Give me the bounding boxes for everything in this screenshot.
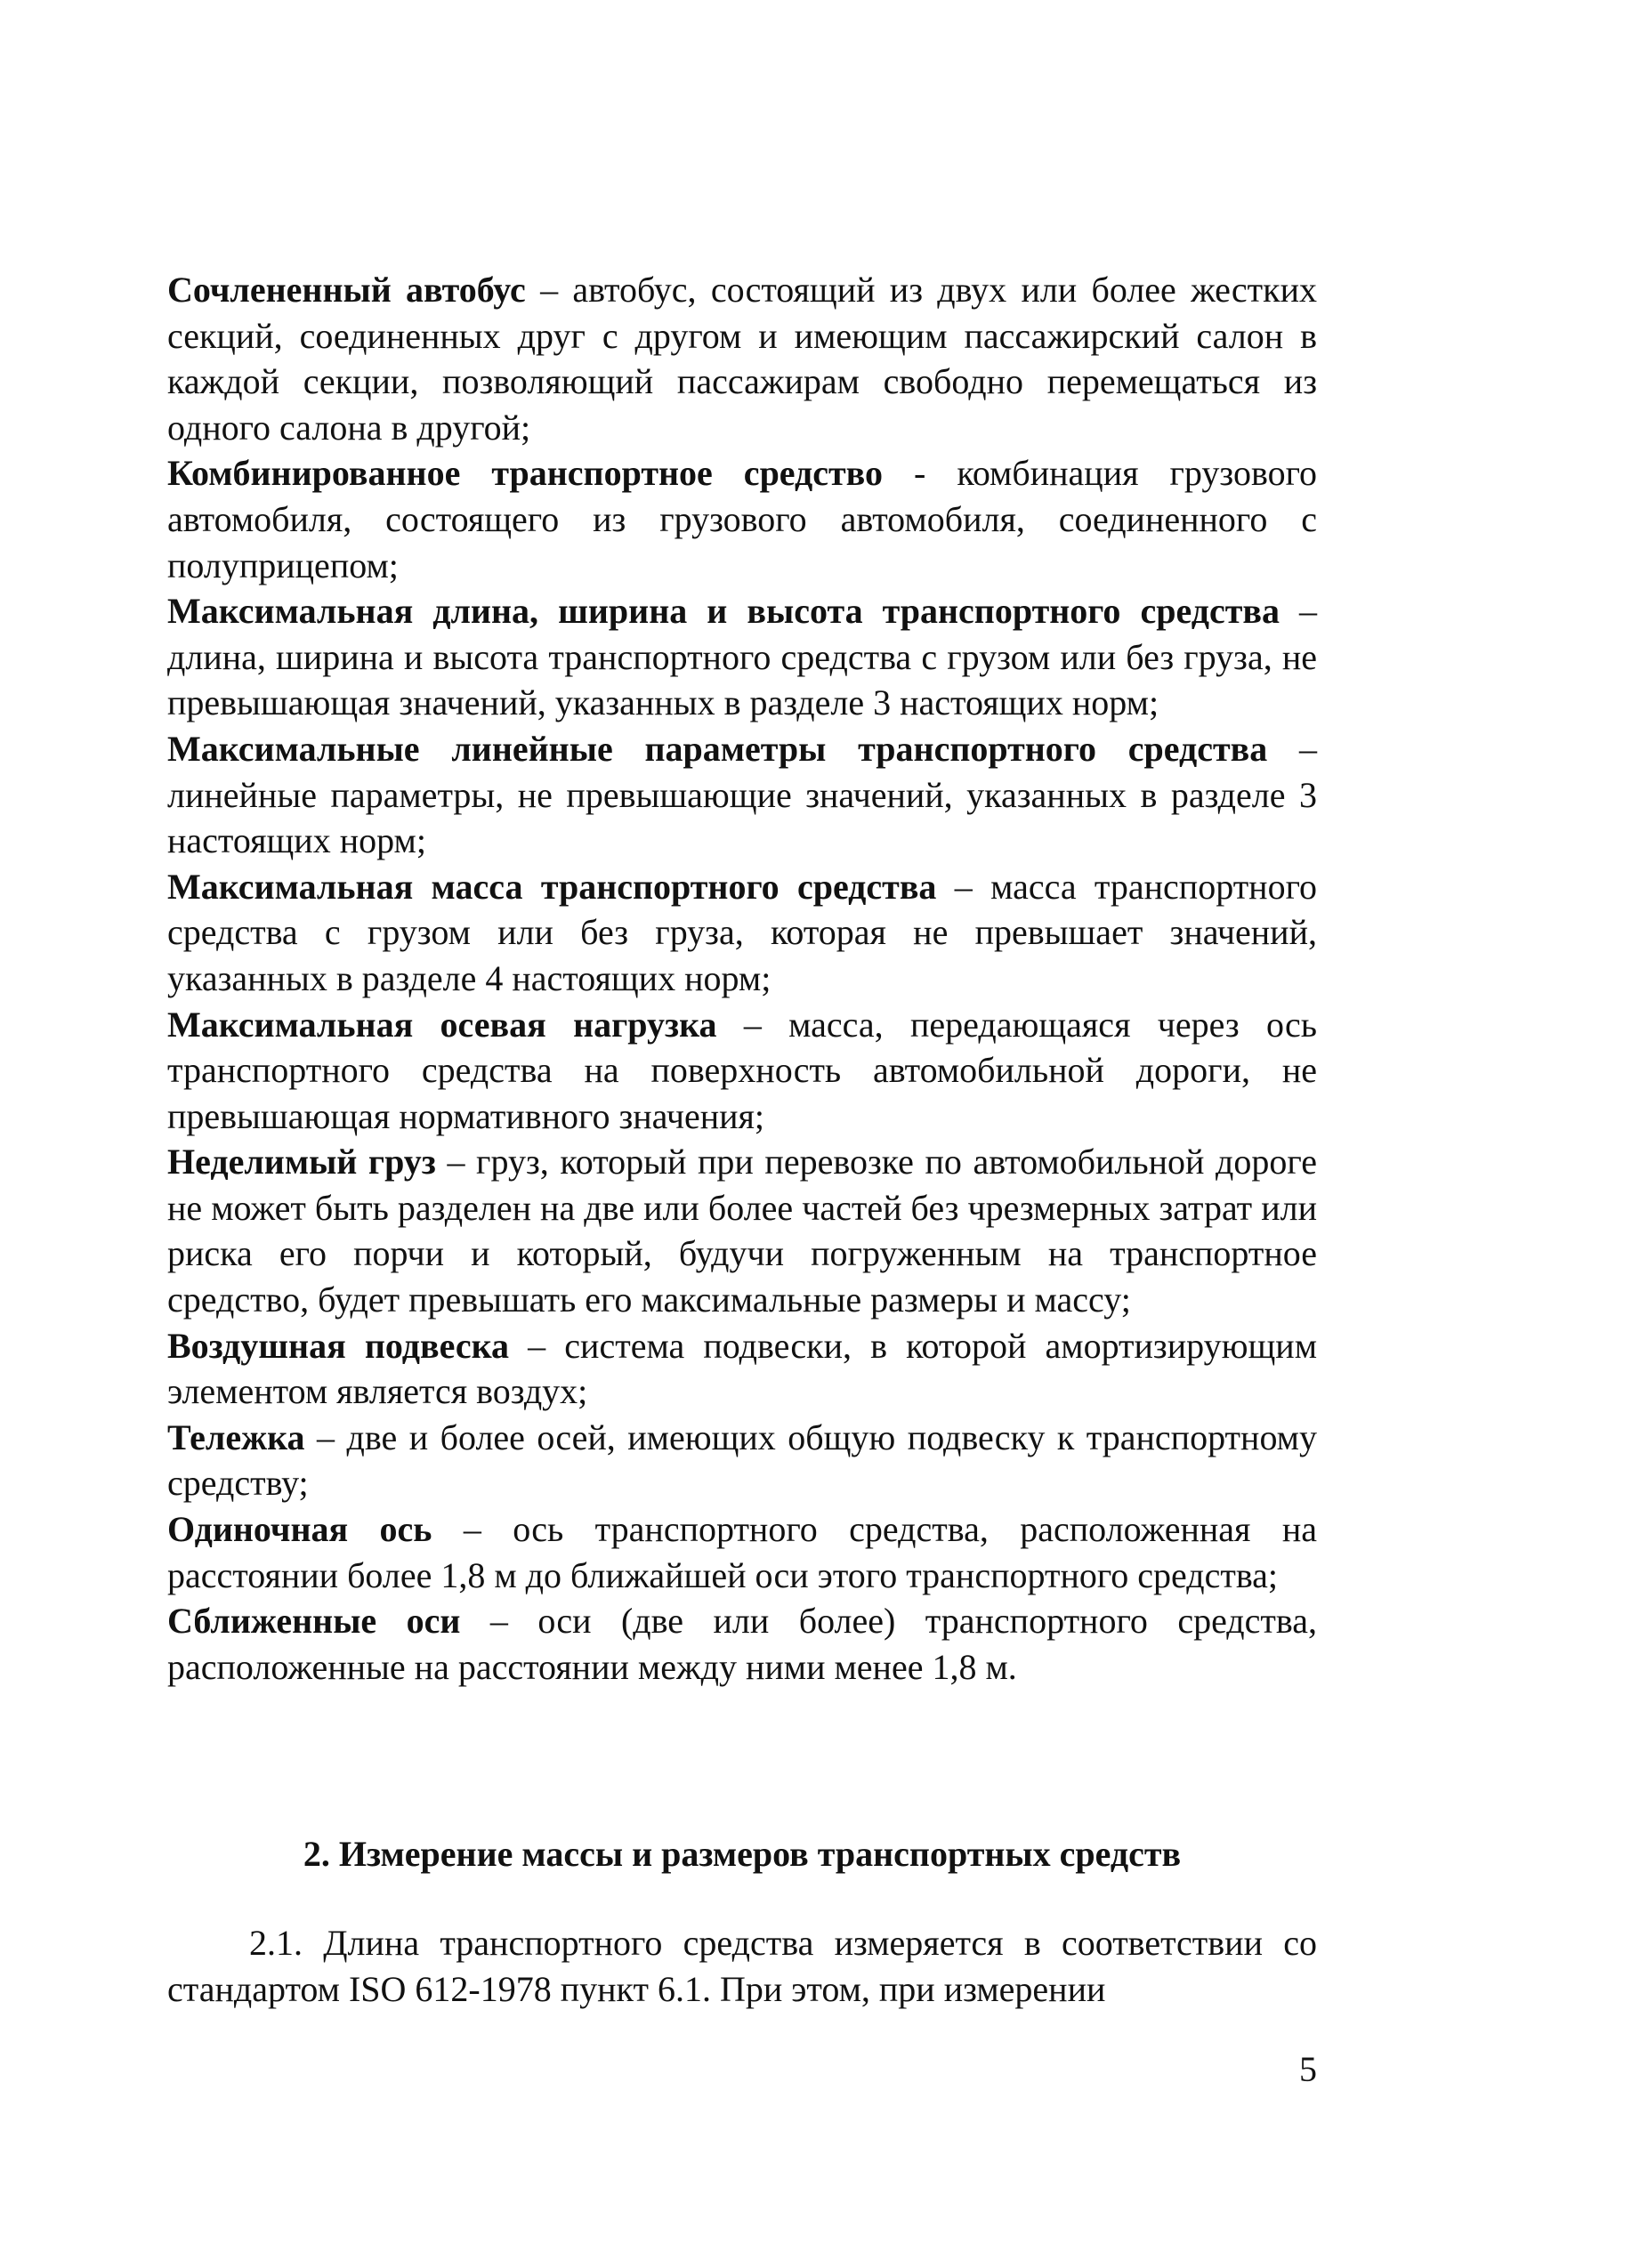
definitions-list xyxy=(167,267,1317,1690)
definition-item xyxy=(167,588,1317,726)
definition-item xyxy=(167,1598,1317,1690)
definition-text: – автобус, состоящий из двух или более жестких секций, соединенных друг с другом и имеющим пассажирский салон в каждой секции, позволяющий пассажирам свободно перемещаться из одного салона в другой; xyxy=(167,270,1317,448)
definition-text: – две и более осей, имеющих общую подвеску к транспортному средству; xyxy=(167,1416,1317,1504)
definition-text: – линейные параметры, не превышающие значений, указанных в разделе 3 настоящих норм; xyxy=(167,728,1317,861)
definition-item xyxy=(167,1323,1317,1415)
definition-term: Максимальная длина, ширина и высота транспортного средства xyxy=(167,591,1280,632)
definition-text: - комбинация грузового автомобиля, состоящего из грузового автомобиля, соединенного с полуприцепом; xyxy=(167,453,1317,585)
definition-term: Максимальная осевая нагрузка xyxy=(167,1004,717,1045)
definition-item xyxy=(167,726,1317,864)
definition-item xyxy=(167,450,1317,588)
definition-term: Неделимый груз xyxy=(167,1142,436,1182)
definition-item xyxy=(167,267,1317,450)
definition-text: – масса транспортного средства с грузом или без груза, которая не превышает значений, указанных в разделе 4 настоящих норм; xyxy=(167,866,1317,998)
definition-term: Максимальная масса транспортного средства xyxy=(167,866,937,907)
definition-text: – длина, ширина и высота транспортного средства с грузом или без груза, не превышающая значений, указанных в разделе 3 настоящих норм; xyxy=(167,591,1318,723)
definition-term: Тележка xyxy=(167,1416,305,1457)
section-heading: 2. Измерение массы и размеров транспортных средств xyxy=(303,1834,1182,1874)
page-number: 5 xyxy=(1299,2049,1317,2089)
definition-term: Воздушная подвеска xyxy=(167,1325,510,1366)
definition-term: Сближенные оси xyxy=(167,1601,461,1642)
section-paragraph: 2.1. Длина транспортного средства измеряется в соответствии со стандартом ISO 612-1978 пункт 6.1. При этом, при измерении xyxy=(167,1923,1317,2009)
definition-item xyxy=(167,1139,1317,1322)
definition-item xyxy=(167,1002,1317,1140)
definition-term: Сочлененный автобус xyxy=(167,270,526,310)
definition-text: – оси (две или более) транспортного средства, расположенные на расстоянии между ними менее 1,8 м. xyxy=(167,1601,1317,1687)
definition-term: Максимальные линейные параметры транспортного средства xyxy=(167,728,1268,769)
definition-text: – груз, который при перевозке по автомобильной дороге не может быть разделен на две или более частей без чрезмерных затрат или риска его порчи и который, будучи погруженным на транспортное средство, будет превышать его максимальные размеры и массу; xyxy=(167,1142,1318,1320)
definition-item xyxy=(167,864,1317,1002)
definition-item xyxy=(167,1506,1317,1598)
definition-text: – масса, передающаяся через ось транспортного средства на поверхность автомобильной дороги, не превышающая нормативного значения; xyxy=(167,1004,1317,1136)
definition-item xyxy=(167,1415,1317,1506)
definition-term: Комбинированное транспортное средство xyxy=(167,453,884,494)
definition-text: – ось транспортного средства, расположенная на расстоянии более 1,8 м до ближайшей оси этого транспортного средства; xyxy=(167,1509,1318,1595)
definition-term: Одиночная ось xyxy=(167,1509,432,1550)
definition-text: – система подвески, в которой амортизирующим элементом является воздух; xyxy=(167,1325,1318,1412)
